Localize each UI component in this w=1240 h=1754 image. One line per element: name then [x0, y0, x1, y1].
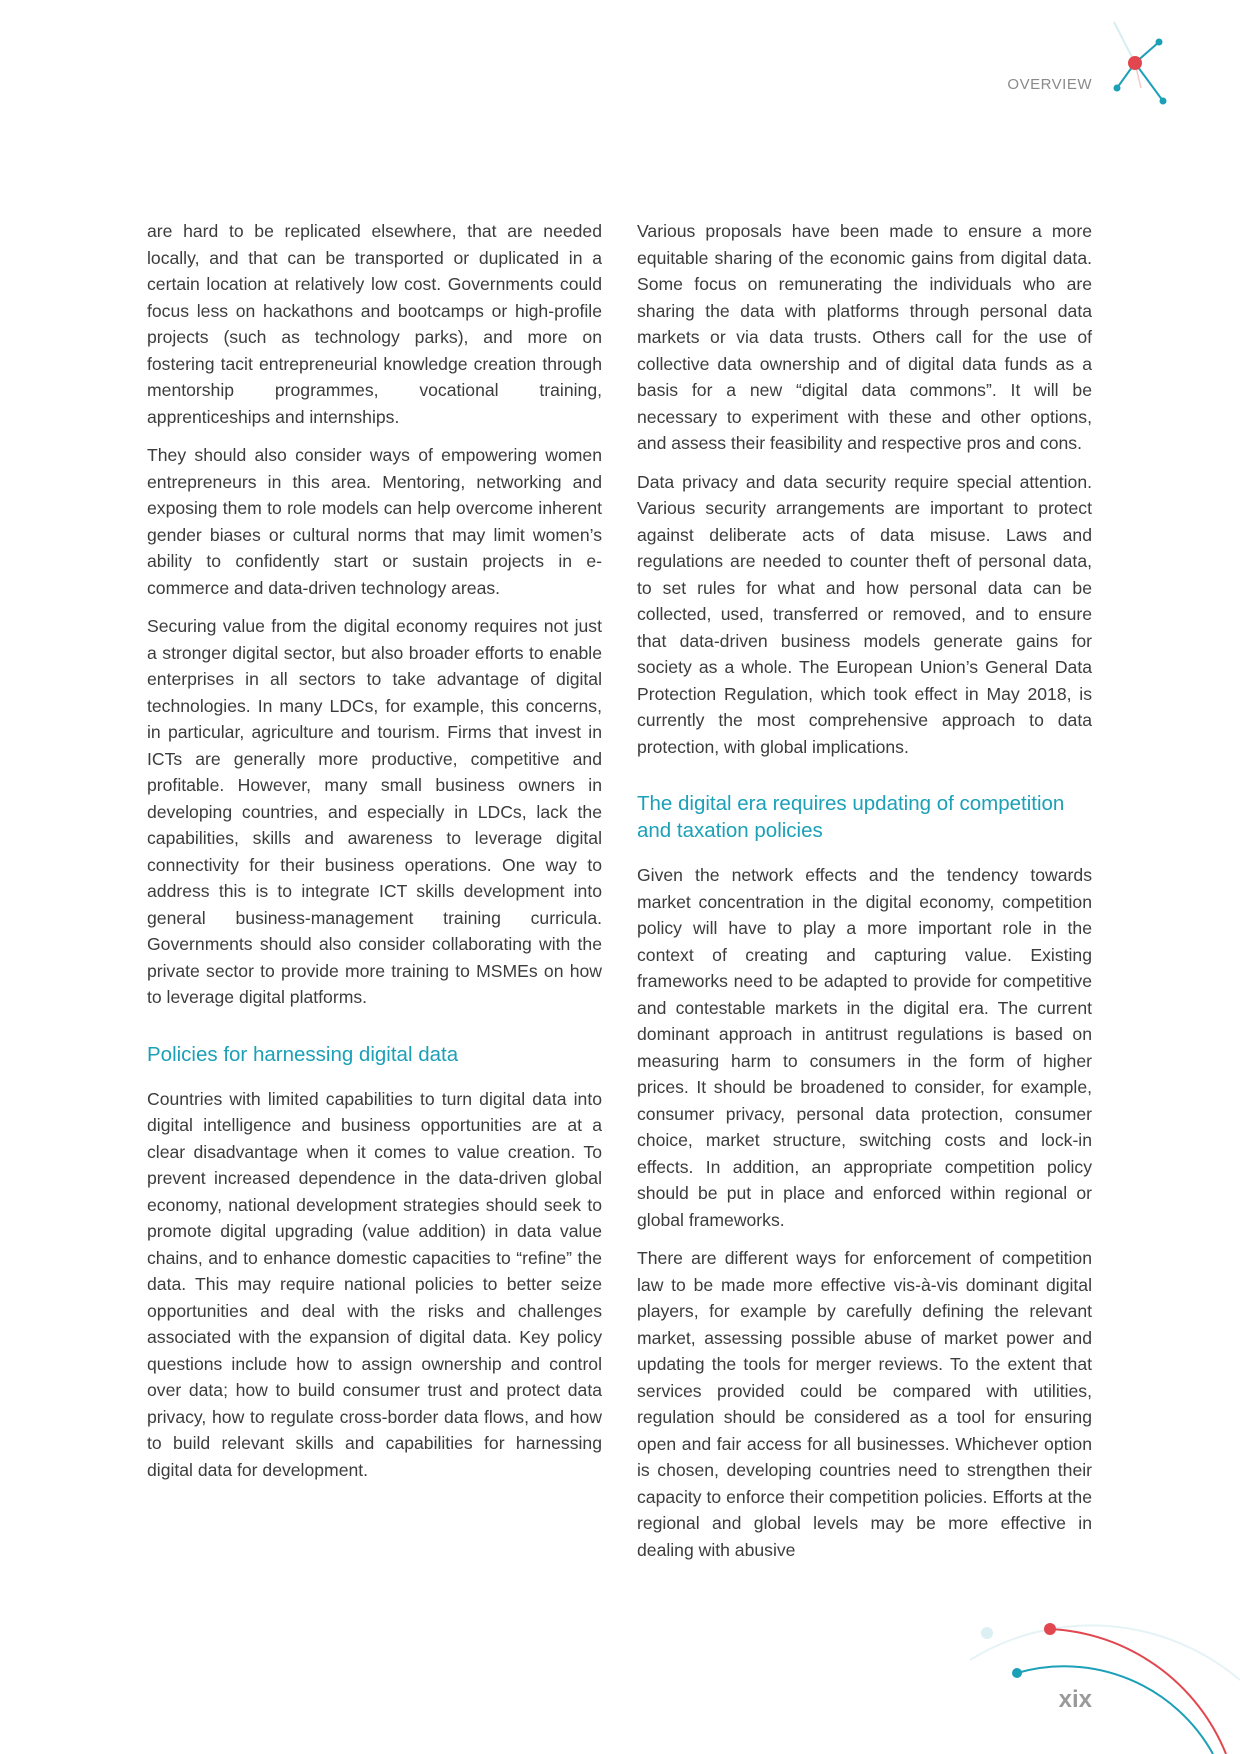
section-heading: The digital era requires updating of competition and taxation policies — [637, 792, 1065, 842]
right-column — [637, 218, 1092, 1575]
body-paragraph: There are different ways for enforcement of competition law to be made more effective vis-à-vis dominant digital players, for example by carefully defining the relevant market, assessing possible abuse of market power and updating the tools for merger reviews. To the extent that services provided could be compared with utilities, regulation should be considered as a tool for ensuring open and fair access for all businesses. Whichever option is chosen, developing countries need to strengthen their capacity to enforce their competition policies. Efforts at the regional and global levels may be more effective in dealing with abusive — [637, 1248, 1092, 1560]
body-paragraph: are hard to be replicated elsewhere, that are needed locally, and that can be transported or duplicated in a certain location at relatively low cost. Governments could focus less on hackathons and bootcamps or high-profile projects (such as technology parks), and more on fostering tacit entrepreneurial knowledge creation through mentorship programmes, vocational training, apprenticeships and internships. — [147, 221, 602, 427]
network-node-icon — [1108, 18, 1178, 108]
section-heading: Policies for harnessing digital data — [147, 1042, 459, 1066]
body-paragraph: Various proposals have been made to ensure a more equitable sharing of the economic gains from digital data. Some focus on remunerating the individuals who are sharing the data with platforms through personal data markets or via data trusts. Others call for the use of collective data ownership and of digital data funds as a basis for a new “digital data commons”. It will be necessary to experiment with these and other options, and assess their feasibility and respective pros and cons. — [637, 221, 1092, 453]
body-paragraph: Countries with limited capabilities to turn digital data into digital intelligence and business opportunities are at a clear disadvantage when it comes to value creation. To prevent increased dependence in the data-driven global economy, national development strategies should seek to promote digital upgrading (value addition) in data value chains, and to enhance domestic capacities to “refine” the data. This may require national policies to better seize opportunities and deal with the risks and challenges associated with the expansion of digital data. Key policy questions include how to assign ownership and control over data; how to build consumer trust and protect data privacy, how to regulate cross-border data flows, and how to build relevant skills and capabilities for harnessing digital data for development. — [147, 1088, 602, 1480]
body-paragraph: They should also consider ways of empowering women entrepreneurs in this area. Mentoring, networking and exposing them to role models can help overcome inherent gender biases or cultural norms that may limit women’s ability to confidently start or sustain projects in e-commerce and data-driven technology areas. — [147, 445, 602, 598]
body-paragraph: Given the network effects and the tendency towards market concentration in the digital economy, competition policy will have to play a more important role in the context of creating and capturing value. Existing frameworks need to be adapted to provide for competitive and contestable markets in the digital era. The current dominant approach in antitrust regulations is based on measuring harm to consumers in the form of higher prices. It should be broadened to consider, for example, consumer privacy, personal data protection, consumer choice, market structure, switching costs and lock-in effects. In addition, an appropriate competition policy should be put in place and enforced within regional or global frameworks. — [637, 865, 1092, 1230]
section-label: OVERVIEW — [1007, 76, 1092, 93]
body-paragraph: Securing value from the digital economy requires not just a stronger digital sector, but also broader efforts to enable enterprises in all sectors to take advantage of digital technologies. In many LDCs, for example, this concerns, in particular, agriculture and tourism. Firms that invest in ICTs are generally more productive, competitive and profitable. However, many small business owners in developing countries, and especially in LDCs, lack the capabilities, skills and awareness to leverage digital connectivity for their business operations. One way to address this is to integrate ICT skills development into general business-management training curricula. Governments should also consider collaborating with the private sector to provide more training to MSMEs on how to leverage digital platforms. — [147, 616, 602, 1007]
orbit-decoration-icon — [960, 1580, 1240, 1754]
left-column — [147, 218, 602, 1495]
body-paragraph: Data privacy and data security require special attention. Various security arrangements are important to protect against deliberate acts of data misuse. Laws and regulations are needed to counter theft of personal data, to set rules for what and how personal data can be collected, used, transferred or removed, and to ensure that data-driven business models generate gains for society as a whole. The European Union’s General Data Protection Regulation, which took effect in May 2018, is currently the most comprehensive approach to data protection, with global implications. — [637, 471, 1092, 757]
page-number: xix — [1058, 1686, 1092, 1713]
